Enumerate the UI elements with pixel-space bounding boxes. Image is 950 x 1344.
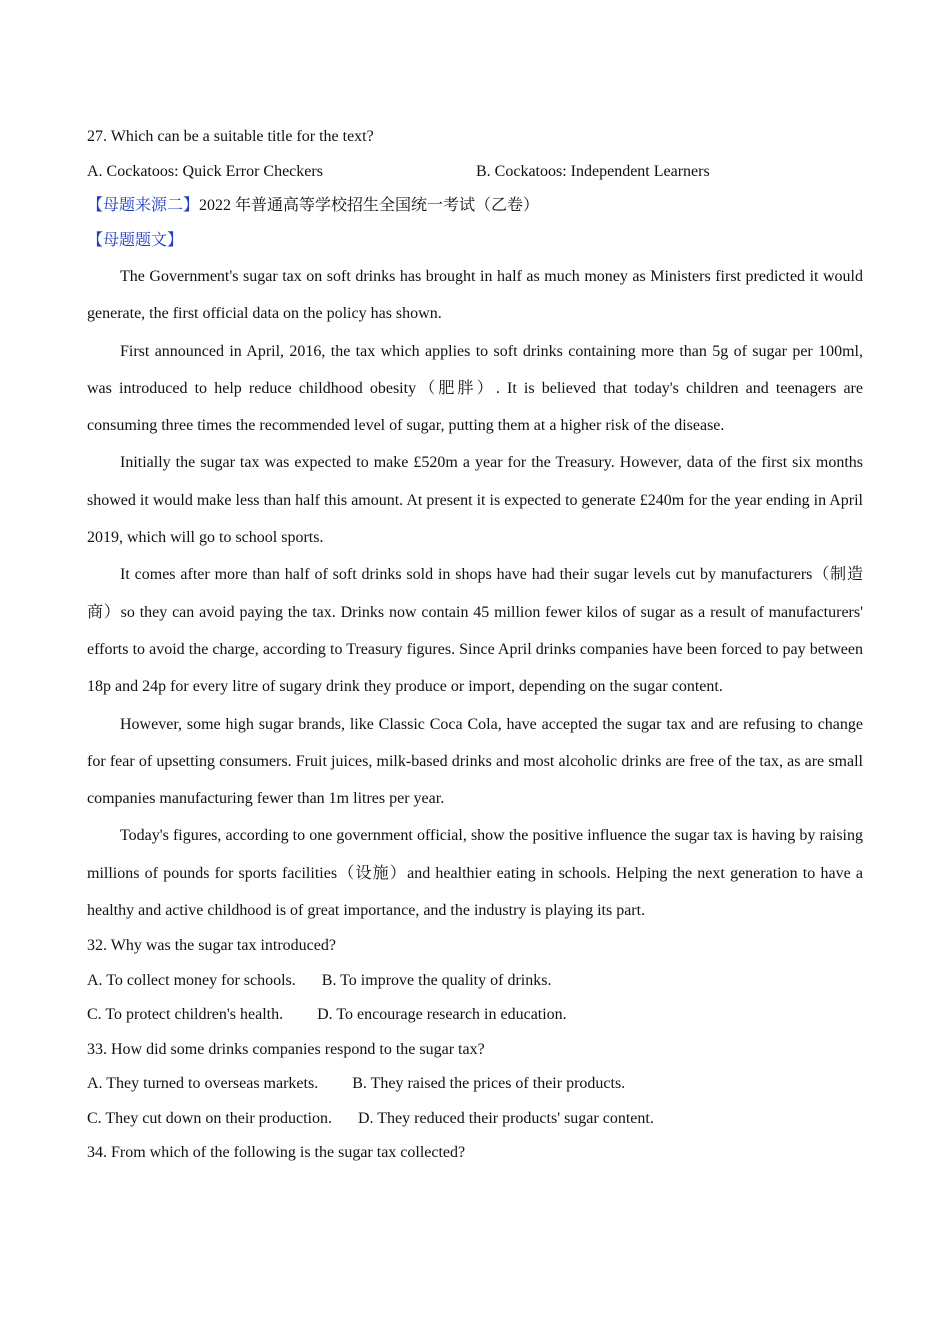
q33-option-c: C. They cut down on their production. [87, 1109, 332, 1127]
q27-question: 27. Which can be a suitable title for the text? [87, 128, 374, 145]
q32-option-b: B. To improve the quality of drinks. [321, 971, 552, 989]
q33-option-a: A. They turned to overseas markets. [87, 1075, 319, 1093]
document-page [87, 120, 863, 1171]
q32-options-cd [87, 998, 863, 1033]
q27-option-a: A. Cockatoos: Quick Error Checkers [87, 162, 323, 180]
q33-option-b: B. They raised the prices of their products. [352, 1075, 626, 1093]
passage-paragraph: Initially the sugar tax was expected to make £520m a year for the Treasury. However, data of the first six months showed it would make less than half this amount. At present it is expected to generate £240m for the year ending in April 2019, which will go to school sports. [87, 454, 863, 547]
q27-options [87, 155, 863, 190]
passage-paragraph: First announced in April, 2016, the tax which applies to soft drinks containing more than 5g of sugar per 100ml, was introduced to help reduce childhood obesity（肥胖）. It is believed that today's children and teenagers are consuming three times the recommended level of sugar, putting them at a higher risk of the disease. [87, 342, 863, 435]
source-label: 【母题来源二】 [87, 197, 200, 214]
q32-question: 32. Why was the sugar tax introduced? [87, 937, 336, 955]
passage-paragraph: Today's figures, according to one government official, show the positive influence the sugar tax is having by raising millions of pounds for sports facilities（设施）and healthier eating in schools. Helping the next generation to have a healthy and active childhood is of great importance, and the industry is playing its part. [87, 827, 863, 920]
source-text: 2022 年普通高等学校招生全国统一考试（乙卷） [199, 197, 540, 214]
q32-option-d: D. To encourage research in education. [317, 1006, 567, 1024]
passage-paragraph: However, some high sugar brands, like Classic Coca Cola, have accepted the sugar tax and are refusing to change for fear of upsetting consumers. Fruit juices, milk-based drinks and most alcoholic drinks are free of the tax, as are small companies manufacturing fewer than 1m litres per year. [87, 715, 863, 808]
q33-question: 33. How did some drinks companies respond to the sugar tax? [87, 1040, 485, 1058]
passage-paragraph: It comes after more than half of soft drinks sold in shops have had their sugar levels cut by manufacturers（制造商）so they can avoid paying the tax. Drinks now contain 45 million fewer kilos of sugar as a result of manufacturers' efforts to avoid the charge, according to Treasury figures. Since April drinks companies have been forced to pay between 18p and 24p for every litre of sugary drink they produce or import, depending on the sugar content. [87, 566, 863, 696]
q34-question: 34. From which of the following is the sugar tax collected? [87, 1144, 466, 1162]
q33-option-d: D. They reduced their products' sugar content. [358, 1109, 654, 1127]
q27-option-b: B. Cockatoos: Independent Learners [476, 162, 710, 180]
source-line [87, 189, 863, 224]
q33-options-ab [87, 1067, 863, 1102]
passage-label: 【母题题文】 [87, 231, 184, 249]
q32-option-a: A. To collect money for schools. [87, 971, 296, 989]
passage-paragraph: The Government's sugar tax on soft drinks has brought in half as much money as Ministers first predicted it would generate, the first official data on the policy has shown. [87, 268, 863, 323]
q32-option-c: C. To protect children's health. [87, 1006, 284, 1024]
q32-options-ab [87, 964, 863, 999]
q33-options-cd [87, 1102, 863, 1137]
